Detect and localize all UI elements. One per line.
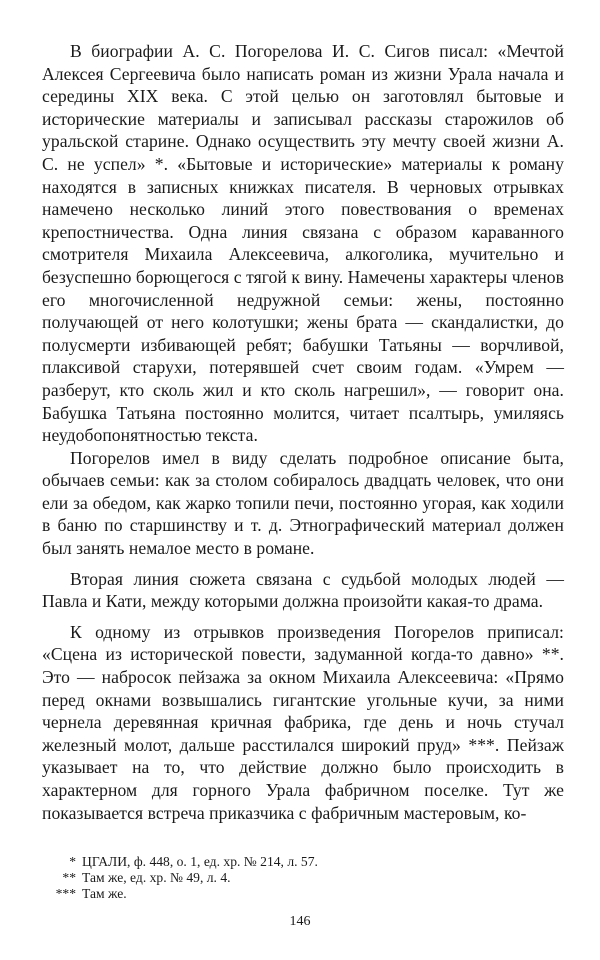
footnote-1 [42,854,564,870]
footnotes [42,854,564,902]
footnote-mark: * [69,854,76,869]
footnote-3 [42,886,564,902]
footnote-mark: ** [62,870,76,885]
footnote-text: Там же, ед. хр. № 49, л. 4. [82,870,231,885]
footnote-text: Там же. [82,886,127,901]
footnote-mark: *** [55,886,76,901]
page-body [42,40,564,824]
page-number: 146 [289,914,311,929]
footnote-text: ЦГАЛИ, ф. 448, о. 1, ед. хр. № 214, л. 57. [82,854,318,869]
paragraph-ethnography: Погорелов имел в виду сделать подробное описание быта, обычаев семьи: как за столом собиралось двадцать человек, что они ели за обедом, как жарко топили печи, постоянно угорая, как ходили в баню по старшинству и т. д. Этнографический материал должен был занять немалое место в романе. [42,447,564,559]
paragraph-second-line: Вторая линия сюжета связана с судьбой молодых людей — Павла и Кати, между которыми должна произойти какая-то драма. [42,568,564,612]
paragraph-biography: В биографии А. С. Погорелова И. С. Сигов писал: «Мечтой Алексея Сергеевича было написать роман из жизни Урала начала и середины XIX века. С этой целью он заготовлял бытовые и исторические материалы и записывал рассказы старожилов об уральской старине. Однако осуществить эту мечту своей жизни А. С. не успел» *. «Бытовые и исторические» материалы к роману находятся в записных книжках писателя. В черновых отрывках намечено несколько линий этого повествования о временах крепостничества. Одна линия связана с образом караванного смотрителя Михаила Алексеевича, алкоголика, мучительно и безуспешно борющегося с тягой к вину. Намечены характеры членов его многочисленной недружной семьи: жены, постоянно получающей от него колотушки; жены брата — скандалистки, до полусмерти избивающей ребят; бабушки Татьяны — ворчливой, плаксивой старухи, потерявшей счет своим годам. «Умрем — разберут, кто сколь жил и кто сколь нагрешил», — говорит она. Бабушка Татьяна постоянно молится, читает псалтырь, умиляясь неудобопонятностью текста. [42,41,564,446]
footnote-2 [42,870,564,886]
paragraph-landscape: К одному из отрывков произведения Погорелов приписал: «Сцена из исторической повести, задуманной когда-то давно» **. Это — набросок пейзажа за окном Михаила Алексеевича: «Прямо перед окнами возвышались гигантские угольные кучи, за ними чернела деревянная кричная фабрика, где день и ночь стучал железный молот, дальше расстилался широкий пруд» ***. Пейзаж указывает на то, что действие должно было происходить в характерном для горного Урала фабричном поселке. Тут же показывается встреча приказчика с фабричным мастеровым, ко- [42,621,564,823]
